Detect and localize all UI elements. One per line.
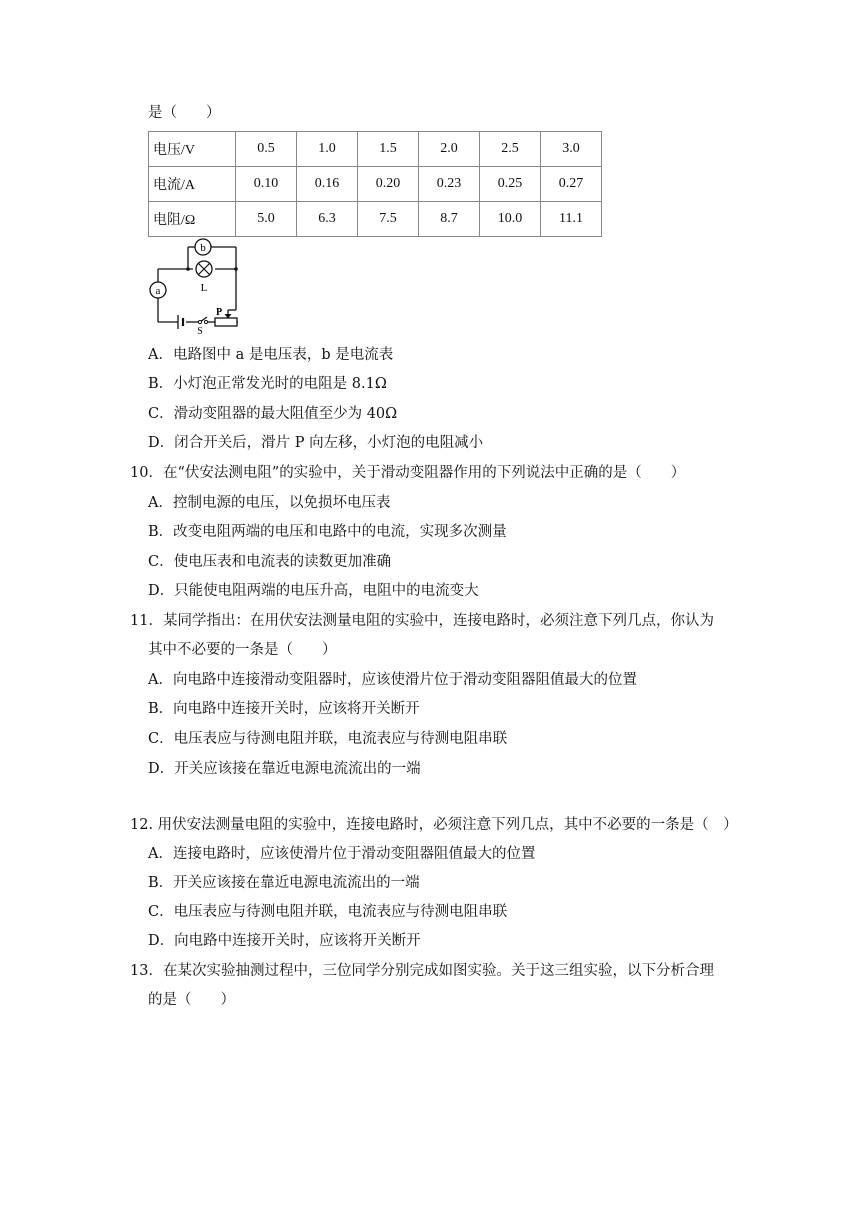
option-11d[interactable]: D．开关应该接在靠近电源电流流出的一端: [148, 761, 421, 777]
table-cell: 8.7: [419, 202, 480, 237]
svg-text:S: S: [197, 326, 203, 334]
table-row: [149, 132, 602, 167]
option-10c[interactable]: C．使电压表和电流表的读数更加准确: [148, 554, 392, 570]
row-header: 电阻/Ω: [149, 202, 236, 237]
table-cell: 0.23: [419, 167, 480, 202]
question-10-stem: 10．在“伏安法测电阻”的实验中，关于滑动变阻器作用的下列说法中正确的是（ ）: [130, 465, 686, 481]
table-cell: 1.5: [358, 132, 419, 167]
question-13-stem-line1: 13．在某次实验抽测过程中，三位同学分别完成如图实验。关于这三组实验，以下分析合理: [130, 963, 714, 979]
question-11-stem-line2: 其中不必要的一条是（ ）: [148, 642, 337, 658]
option-11c[interactable]: C．电压表应与待测电阻并联，电流表应与待测电阻串联: [148, 731, 508, 747]
question-9-tail: 是（ ）: [148, 105, 221, 121]
table-cell: 2.0: [419, 132, 480, 167]
circuit-diagram: [148, 238, 248, 334]
measurement-table: [148, 131, 602, 237]
option-12a[interactable]: A．连接电路时，应该使滑片位于滑动变阻器阻值最大的位置: [148, 846, 536, 862]
bulb-L: [196, 261, 212, 294]
rheostat: [215, 307, 237, 326]
row-header: 电压/V: [149, 132, 236, 167]
table-cell: 0.25: [480, 167, 541, 202]
table-cell: 11.1: [541, 202, 602, 237]
table-cell: 2.5: [480, 132, 541, 167]
table-row: [149, 167, 602, 202]
option-9a[interactable]: A．电路图中 a 是电压表，b 是电流表: [148, 347, 394, 363]
svg-text:b: b: [200, 242, 206, 254]
table-cell: 3.0: [541, 132, 602, 167]
option-9d[interactable]: D．闭合开关后，滑片 P 向左移，小灯泡的电阻减小: [148, 435, 484, 451]
option-11b[interactable]: B．向电路中连接开关时，应该将开关断开: [148, 701, 420, 717]
table-row: [149, 202, 602, 237]
table-cell: 1.0: [297, 132, 358, 167]
table-cell: 5.0: [236, 202, 297, 237]
table-cell: 0.16: [297, 167, 358, 202]
table-cell: 0.27: [541, 167, 602, 202]
table-cell: 0.5: [236, 132, 297, 167]
table-cell: 7.5: [358, 202, 419, 237]
option-12d[interactable]: D．向电路中连接开关时，应该将开关断开: [148, 933, 421, 949]
svg-text:L: L: [200, 282, 208, 294]
switch-S: [197, 320, 207, 334]
option-9b[interactable]: B．小灯泡正常发光时的电阻是 8.1Ω: [148, 376, 387, 392]
question-13-stem-line2: 的是（ ）: [148, 992, 235, 1008]
option-10b[interactable]: B．改变电阻两端的电压和电路中的电流，实现多次测量: [148, 524, 507, 540]
option-11a[interactable]: A．向电路中连接滑动变阻器时，应该使滑片位于滑动变阻器阻值最大的位置: [148, 672, 637, 688]
table-cell: 6.3: [297, 202, 358, 237]
question-12-stem: 12. 用伏安法测量电阻的实验中，连接电路时，必须注意下列几点，其中不必要的一条是（ ）: [130, 817, 738, 833]
option-9c[interactable]: C．滑动变阻器的最大阻值至少为 40Ω: [148, 406, 398, 422]
question-11-stem-line1: 11．某同学指出：在用伏安法测量电阻的实验中，连接电路时，必须注意下列几点，你认为: [130, 613, 714, 629]
svg-text:a: a: [155, 285, 161, 297]
battery-symbol: [178, 315, 183, 329]
slider-label-P: P: [215, 307, 223, 318]
option-12c[interactable]: C．电压表应与待测电阻并联，电流表应与待测电阻串联: [148, 904, 508, 920]
meter-b: [195, 239, 211, 255]
table-cell: 0.10: [236, 167, 297, 202]
table-cell: 0.20: [358, 167, 419, 202]
option-10a[interactable]: A．控制电源的电压，以免损坏电压表: [148, 495, 391, 511]
option-12b[interactable]: B．开关应该接在靠近电源电流流出的一端: [148, 875, 420, 891]
row-header: 电流/A: [149, 167, 236, 202]
option-10d[interactable]: D．只能使电阻两端的电压升高，电阻中的电流变大: [148, 583, 479, 599]
table-cell: 10.0: [480, 202, 541, 237]
meter-a: [150, 282, 166, 298]
